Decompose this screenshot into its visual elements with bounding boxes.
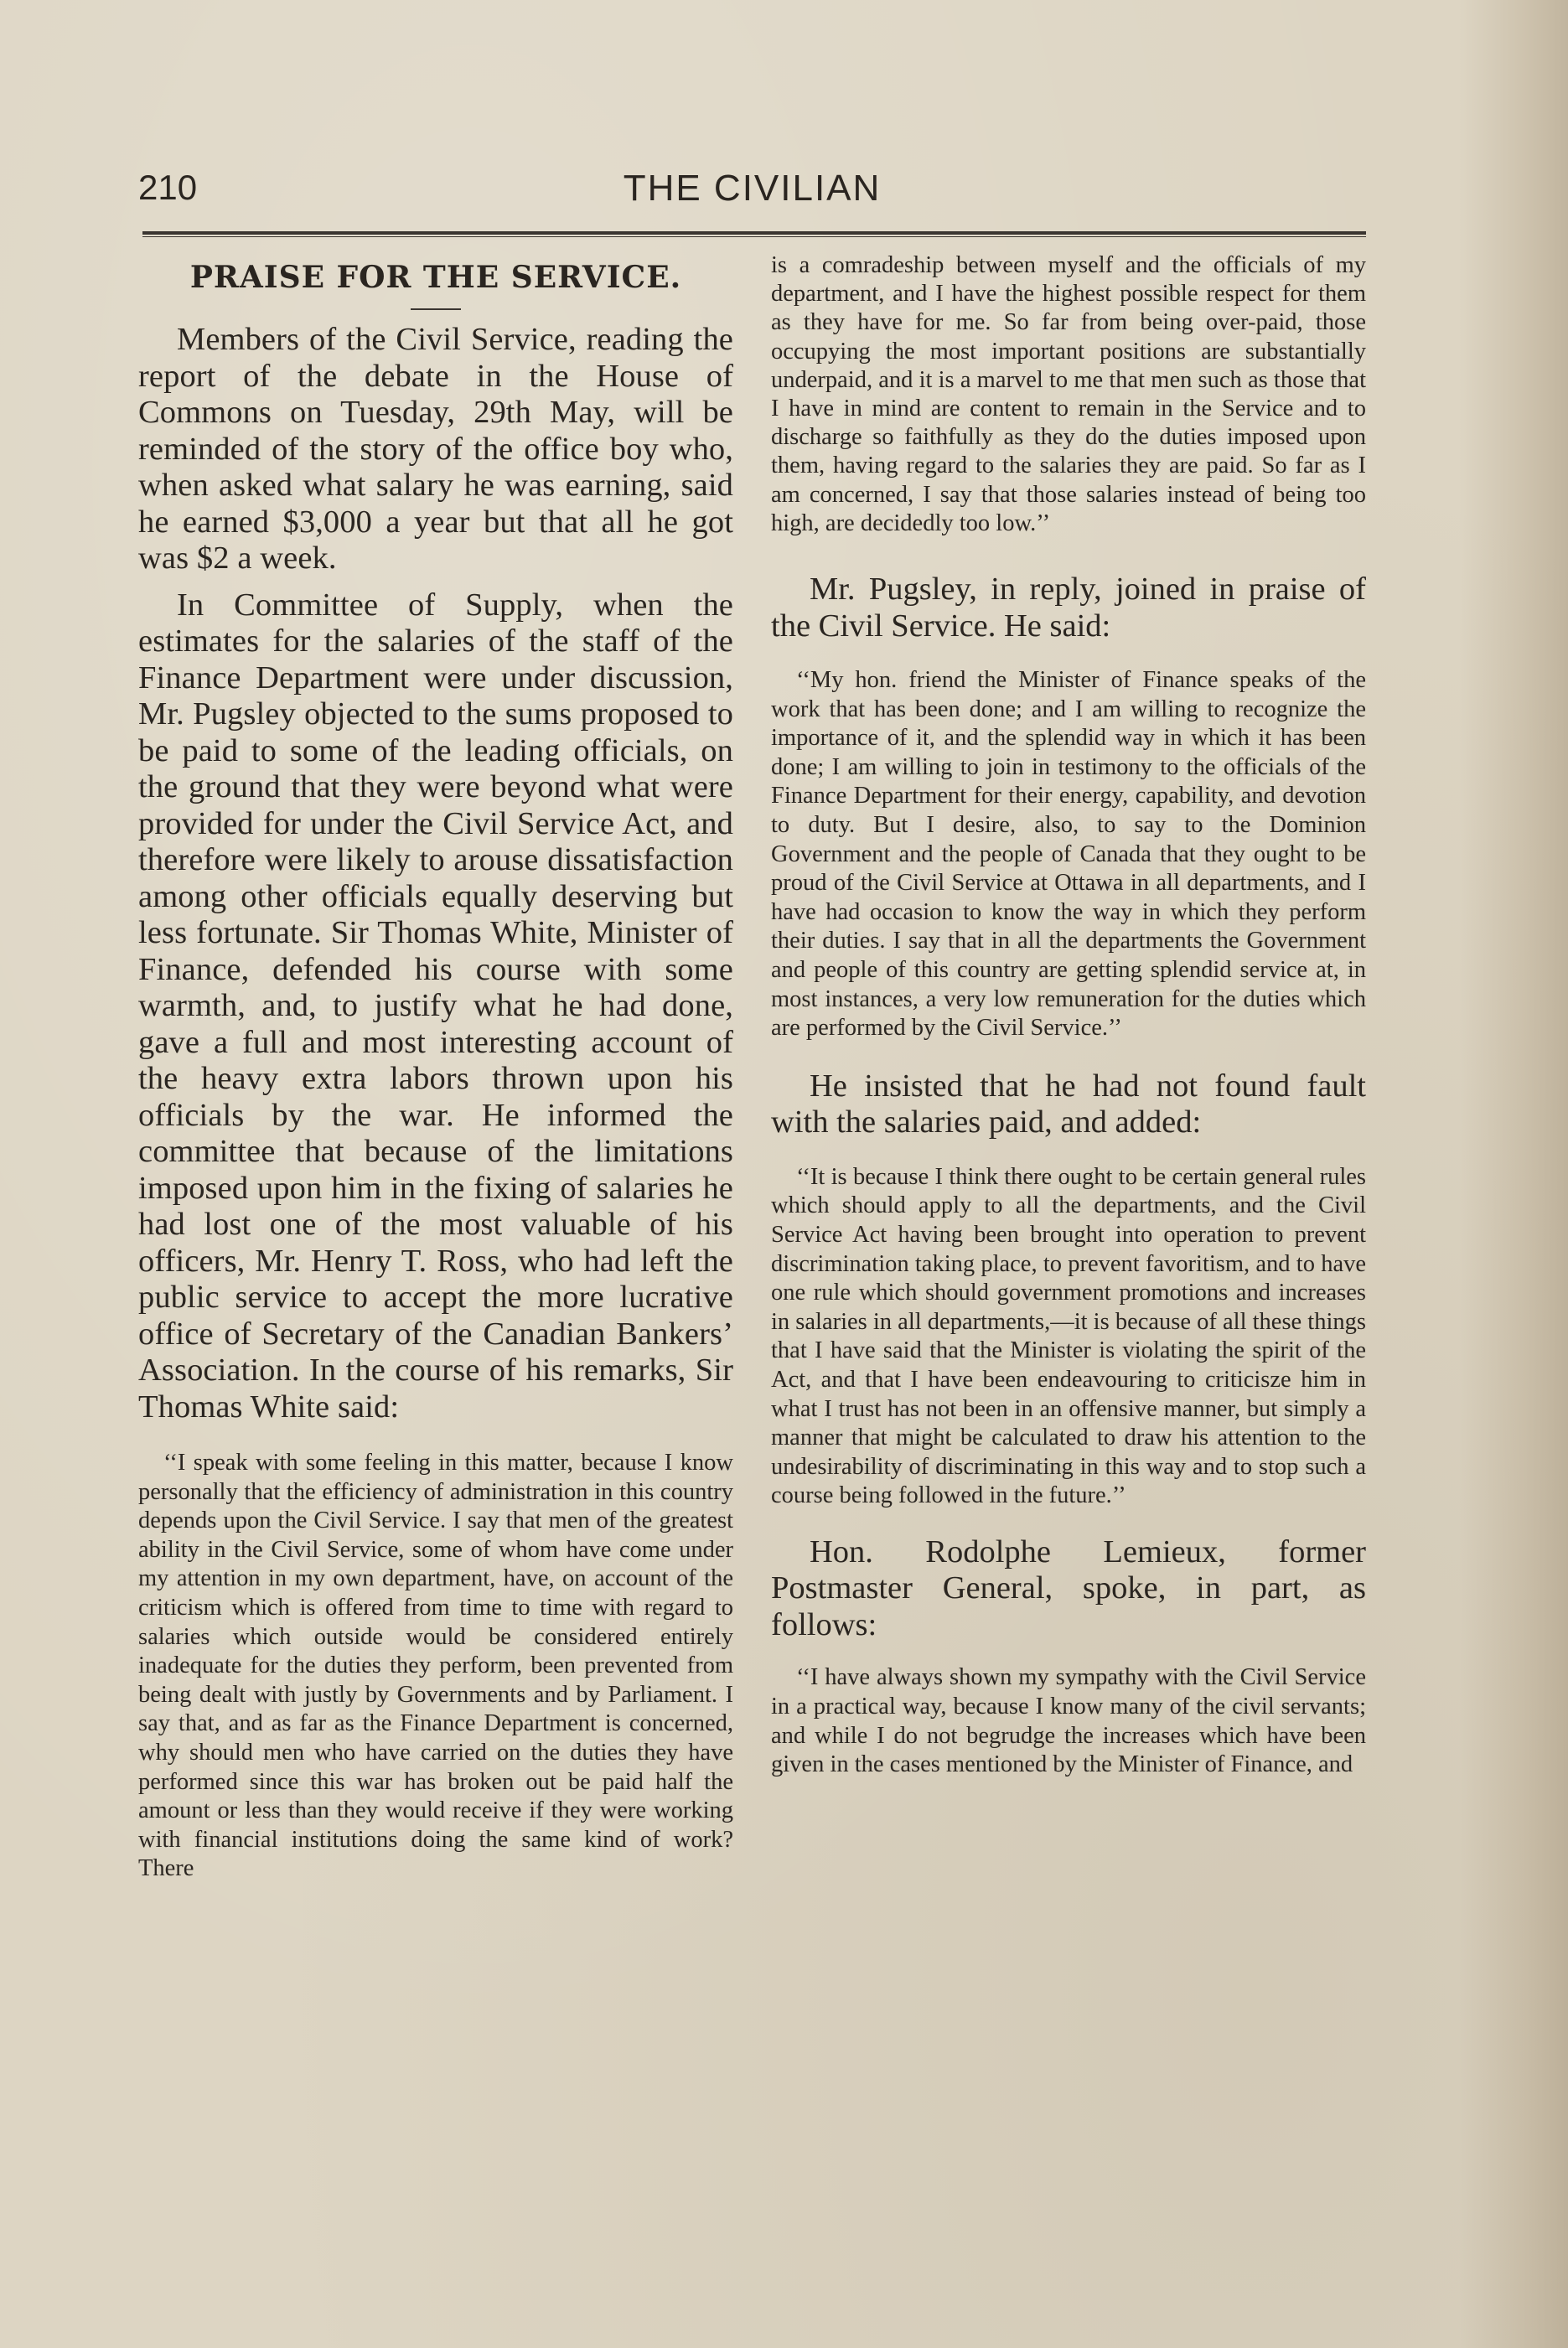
body-paragraph: Mr. Pugsley, in reply, joined in praise of the Civil Service. He said: [771, 571, 1366, 644]
article-headline: PRAISE FOR THE SERVICE. [189, 260, 682, 295]
left-column [138, 251, 733, 1884]
body-paragraph: Hon. Rodolphe Lemieux, former Postmaster General, spoke, in part, as follows: [771, 1533, 1366, 1642]
right-column [771, 251, 1366, 1780]
body-paragraph: He insisted that he had not found fault with the salaries paid, and added: [771, 1068, 1366, 1140]
page-edge-shadow [1459, 0, 1568, 2348]
block-quote-continued: is a comradeship between myself and the officials of my department, and I have the highest possible respect for them as they have for me. So far from being over-paid, those occupying the most important positions are substantially underpaid, and it is a marvel to me that men such as those that I have in mind are content to remain in the Service and to discharge so faithfully as they do the duties imposed upon them, having regard to the salaries they are paid. So far as I am concerned, I say that those salaries instead of being too high, are decidedly too low.’’ [771, 252, 1366, 536]
header-rule [142, 231, 1366, 237]
journal-title: THE CIVILIAN [623, 168, 882, 209]
page-header [138, 168, 1366, 218]
block-quote: ‘‘It is because I think there ought to be certain general rules which should apply to all the departments, and the Civil Service Act having been brought into operation to prevent discrimination taking place, to prevent favoritism, and to have one rule which should government promotions and increases in salaries in all departments,—it is because of all these things that I have said that the Minister is violating the spirit of the Act, and that I have been endeavouring to criticisze him in what I trust has not been in an offensive manner, but simply a manner that might be calculated to draw his attention to the undesirability of discriminating in this way and to stop such a course being followed in the future.’’ [771, 1163, 1366, 1509]
body-paragraph: Members of the Civil Service, reading the report of the debate in the House of Commons on Tuesday, 29th May, will be reminded of the story of the office boy who, when asked what salary he was earning, said he earned $3,000 a year but that all he got was $2 a week. [138, 322, 733, 576]
body-paragraph: In Committee of Supply, when the estimates for the salaries of the staff of the Finance Department were under discussion, Mr. Pugsley objected to the sums proposed to be paid to some of the leading officials, on the ground that they were beyond what were provided for under the Civil Service Act, and therefore were likely to arouse dissatisfaction among other officials equally deserving but less fortunate. Sir Thomas White, Minister of Finance, defended his course with some warmth, and, to justify what he had done, gave a full and most interesting account of the heavy extra labors thrown upon his officials by the war. He informed the committee that because of the limitations imposed upon him in the fixing of salaries he had lost one of the most valuable of his officers, Mr. Henry T. Ross, who had left the public service to accept the more lucrative office of Secretary of the Canadian Bankers’ Association. In the course of his remarks, Sir Thomas White said: [138, 587, 733, 1425]
headline-divider [411, 308, 461, 310]
block-quote: ‘‘I have always shown my sympathy with the Civil Service in a practical way, because I know many of the civil servants; and while I do not begrudge the increases which have been given in the cases mentioned by the Minister of Finance, and [771, 1664, 1366, 1778]
block-quote: ‘‘I speak with some feeling in this matter, because I know personally that the efficiency of administration in this country depends upon the Civil Service. I say that men of the greatest ability in the Civil Service, some of whom have come under my attention in my own department, have, on account of the criticism which is offered from time to time with regard to salaries which outside would be considered entirely inadequate for the duties they perform, been prevented from being dealt with justly by Governments and by Parliament. I say that, and as far as the Finance Department is concerned, why should men who have carried on the duties they have performed since this war has broken out be paid half the amount or less than they would receive if they were working with financial institutions doing the same kind of work? There [138, 1450, 733, 1882]
page-number: 210 [138, 168, 198, 207]
block-quote: ‘‘My hon. friend the Minister of Finance speaks of the work that has been done; and I am willing to recognize the importance of it, and the splendid way in which it has been done; I am willing to join in testimony to the officials of the Finance Department for their energy, capability, and devotion to duty. But I desire, also, to say to the Dominion Government and the people of Canada that they ought to be proud of the Civil Service at Ottawa in all departments, and I have had occasion to know the way in which they perform their duties. I say that in all the departments the Government and people of this country are getting splendid service at, in most instances, a very low remuneration for the duties which are performed by the Civil Service.’’ [771, 667, 1366, 1042]
